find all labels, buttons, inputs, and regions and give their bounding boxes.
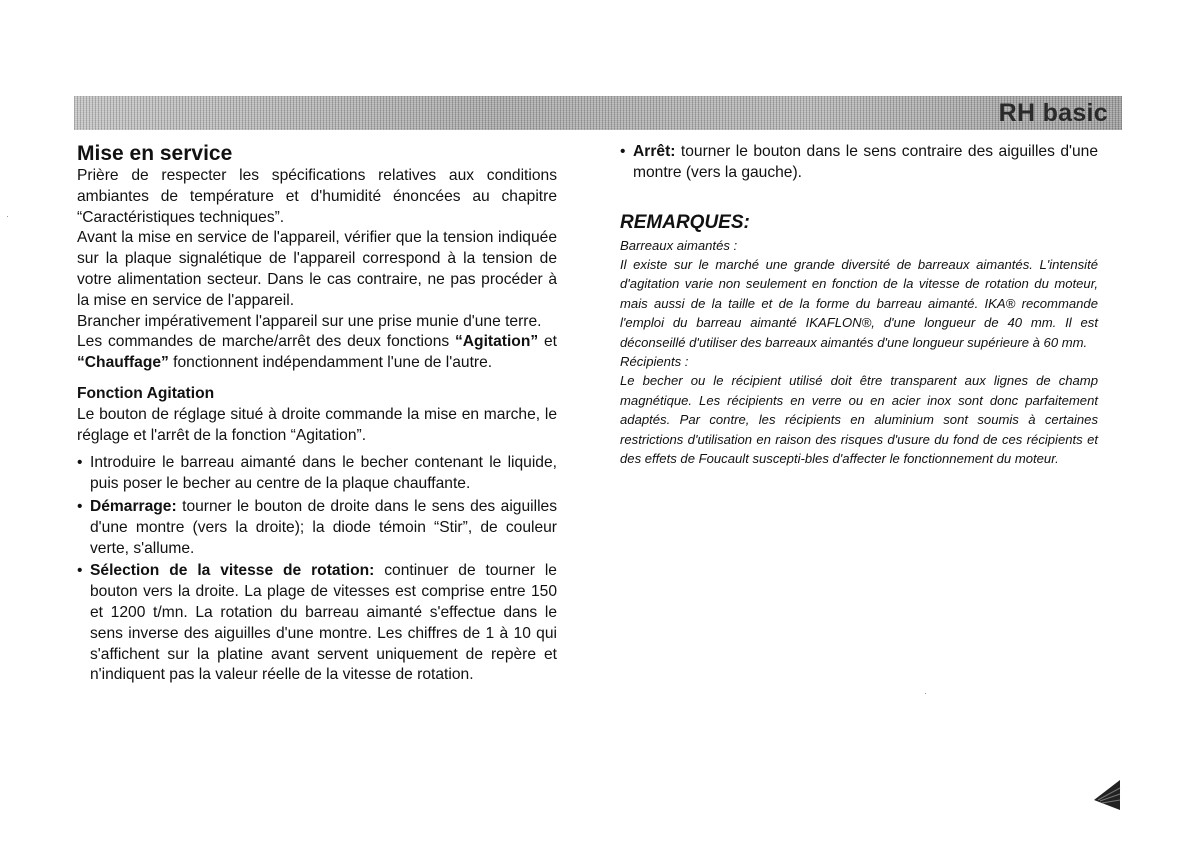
bullet-item <box>77 497 557 559</box>
paragraph-voltage: Avant la mise en service de l'appareil, vérifier que la tension indiquée sur la plaque signalétique de l'appareil correspond à la tension de votre alimentation secteur. Dans le cas contraire, ne pas procéder à la mise en service de l'appareil. <box>77 229 557 309</box>
remarks-title: REMARQUES: <box>620 211 750 233</box>
remarks-text-containers: Le becher ou le récipient utilisé doit être transparent aux lignes de champ magnétique. Les récipients en verre ou en acier inox sont donc parfaitement adaptés. Par contre, les récipients en aluminium sont soumis à certaines restrictions d'utilisation en raison des risques d'usure du fond de ces récipients et des effets de Foucault suscepti-bles d'affecter le fonctionnement du moteur. <box>620 373 1098 467</box>
subsection-intro: Le bouton de réglage situé à droite commande la mise en marche, le réglage et l'arrêt de la fonction “Agitation”. <box>77 405 557 444</box>
page-corner-arrow-icon[interactable] <box>1090 778 1124 812</box>
remarks-text-magnets: Il existe sur le marché une grande diversité de barreaux aimantés. L'intensité d'agitation varie non seulement en fonction de la vitesse de rotation du moteur, mais aussi de la taille et de la forme du barreau aimanté. IKA® recommande l'emploi du barreau aimanté IKAFLON®, d'une longueur de 40 mm. Il est déconseillé d'utiliser des barreaux aimantés d'une longueur supérieure à 60 mm. <box>620 257 1098 350</box>
bullet-item <box>620 142 1098 184</box>
paragraph-functions <box>77 332 557 374</box>
functions-and: et <box>538 333 557 351</box>
bullet-item <box>77 453 557 495</box>
bullet-lead: Sélection de la vitesse de rotation: <box>90 562 375 580</box>
subsection-title: Fonction Agitation <box>77 384 215 402</box>
remarks-heading-magnets: Barreaux aimantés : <box>620 237 738 253</box>
scan-speck <box>925 693 926 694</box>
functions-prefix: Les commandes de marche/arrêt des deux fonctions <box>77 333 455 351</box>
functions-agitation: “Agitation” <box>455 333 539 351</box>
bullet-text: Introduire le barreau aimanté dans le becher contenant le liquide, puis poser le becher au centre de la plaque chauffante. <box>90 454 557 493</box>
right-column <box>620 142 1098 468</box>
bullet-lead: Arrêt: <box>633 143 676 160</box>
bullet-lead: Démarrage: <box>90 497 177 515</box>
remarks-heading-containers: Récipients : <box>620 354 689 370</box>
section-title: Mise en service <box>77 142 233 165</box>
paragraph-conditions: Prière de respecter les spécifications relatives aux conditions ambiantes de température et d'humidité énoncées au chapitre “Caractéristiques techniques”. <box>77 167 557 226</box>
bullet-text: tourner le bouton dans le sens contraire des aiguilles d'une montre (vers la gauche). <box>633 143 1098 181</box>
functions-suffix: fonctionnent indépendamment l'une de l'autre. <box>168 354 493 372</box>
stop-bullet-list <box>620 142 1098 184</box>
paragraph-earth: Brancher impérativement l'appareil sur une prise munie d'une terre. <box>77 312 542 330</box>
scan-speck <box>7 216 8 217</box>
header-band <box>74 96 1122 130</box>
remarks-block <box>620 236 1098 469</box>
bullet-text: tourner le bouton de droite dans le sens des aiguilles d'une montre (vers la droite); la diode témoin “Stir”, de couleur verte, s'allume. <box>90 497 557 557</box>
bullet-item <box>77 561 557 686</box>
left-column <box>77 142 557 686</box>
header-title: RH basic <box>998 99 1108 127</box>
bullet-text: continuer de tourner le bouton vers la droite. La plage de vitesses est comprise entre 150 et 1200 t/mn. La rotation du barreau aimanté s'effectue dans le sens inverse des aiguilles d'une montre. Les chiffres de 1 à 10 qui s'affichent sur la platine avant servent uniquement de repère et n'indiquent pas la valeur réelle de la vitesse de rotation. <box>90 562 557 684</box>
agitation-bullet-list <box>77 453 557 686</box>
functions-chauffage: “Chauffage” <box>77 354 169 372</box>
